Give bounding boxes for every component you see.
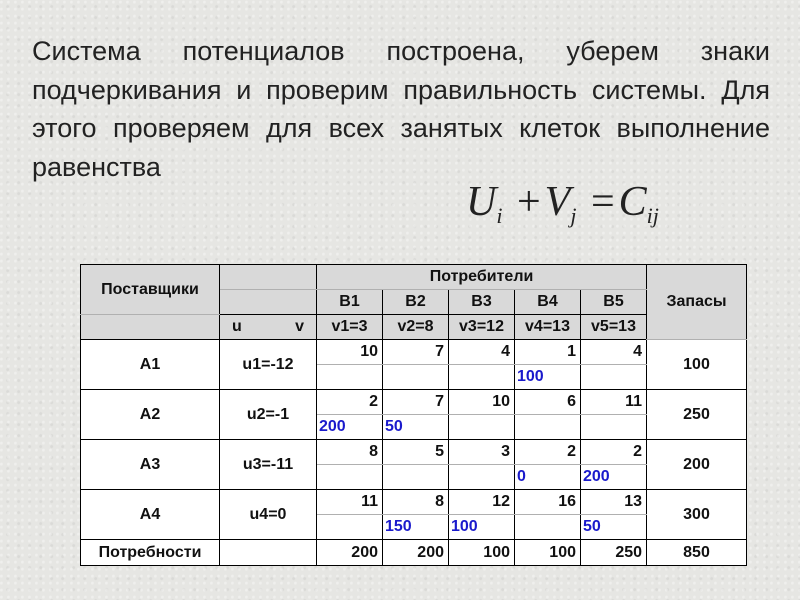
stock-value: 100 bbox=[647, 340, 747, 390]
cost-cell: 11 bbox=[581, 390, 647, 415]
header-blank bbox=[81, 315, 220, 340]
consumer-b1: B1 bbox=[317, 290, 383, 315]
demand-label: Потребности bbox=[81, 540, 220, 566]
formula-u: U bbox=[466, 179, 497, 225]
demand-blank bbox=[220, 540, 317, 566]
consumer-b5: B5 bbox=[581, 290, 647, 315]
supplier-name: A3 bbox=[81, 440, 220, 490]
demand-value: 200 bbox=[317, 540, 383, 566]
allocation-cell: 100 bbox=[449, 515, 515, 540]
uv-label-cell bbox=[220, 315, 317, 340]
table-row bbox=[81, 340, 747, 365]
allocation-cell bbox=[317, 515, 383, 540]
formula-plus: + bbox=[516, 179, 541, 225]
consumers-header: Потребители bbox=[317, 265, 647, 290]
allocation-cell bbox=[581, 415, 647, 440]
cost-cell: 8 bbox=[317, 440, 383, 465]
potential-equation bbox=[466, 178, 659, 229]
formula-c: C bbox=[618, 179, 647, 225]
allocation-cell bbox=[449, 365, 515, 390]
cost-cell: 3 bbox=[449, 440, 515, 465]
formula-equals: = bbox=[590, 179, 615, 225]
allocation-cell bbox=[449, 415, 515, 440]
cost-cell: 4 bbox=[449, 340, 515, 365]
cost-cell: 7 bbox=[383, 390, 449, 415]
allocation-cell: 0 bbox=[515, 465, 581, 490]
potential-u: u4=0 bbox=[220, 490, 317, 540]
consumer-b3: B3 bbox=[449, 290, 515, 315]
potential-v2: v2=8 bbox=[383, 315, 449, 340]
allocation-cell: 100 bbox=[515, 365, 581, 390]
demand-value: 100 bbox=[449, 540, 515, 566]
allocation-cell: 50 bbox=[383, 415, 449, 440]
supplier-name: A1 bbox=[81, 340, 220, 390]
cost-cell: 16 bbox=[515, 490, 581, 515]
supplier-name: A2 bbox=[81, 390, 220, 440]
stock-value: 300 bbox=[647, 490, 747, 540]
cost-cell: 1 bbox=[515, 340, 581, 365]
potential-u: u2=-1 bbox=[220, 390, 317, 440]
demand-value: 200 bbox=[383, 540, 449, 566]
stock-value: 250 bbox=[647, 390, 747, 440]
potential-v4: v4=13 bbox=[515, 315, 581, 340]
cost-cell: 8 bbox=[383, 490, 449, 515]
allocation-cell bbox=[383, 465, 449, 490]
header-blank bbox=[220, 265, 317, 290]
allocation-cell: 200 bbox=[581, 465, 647, 490]
cost-cell: 2 bbox=[515, 440, 581, 465]
allocation-cell bbox=[383, 365, 449, 390]
allocation-cell bbox=[449, 465, 515, 490]
formula-u-sub: i bbox=[496, 203, 503, 228]
demand-value: 250 bbox=[581, 540, 647, 566]
demand-value: 100 bbox=[515, 540, 581, 566]
stock-value: 200 bbox=[647, 440, 747, 490]
formula-v: V bbox=[544, 179, 571, 225]
cost-cell: 2 bbox=[581, 440, 647, 465]
header-blank bbox=[220, 290, 317, 315]
potential-v1: v1=3 bbox=[317, 315, 383, 340]
allocation-cell bbox=[317, 365, 383, 390]
allocation-cell bbox=[515, 515, 581, 540]
allocation-cell: 200 bbox=[317, 415, 383, 440]
formula-c-sub: ij bbox=[646, 203, 659, 228]
allocation-cell bbox=[515, 415, 581, 440]
potential-u: u1=-12 bbox=[220, 340, 317, 390]
suppliers-header: Поставщики bbox=[81, 265, 220, 315]
consumer-b2: B2 bbox=[383, 290, 449, 315]
demand-row bbox=[81, 540, 747, 566]
cost-cell: 10 bbox=[317, 340, 383, 365]
cost-cell: 12 bbox=[449, 490, 515, 515]
formula-v-sub: j bbox=[570, 203, 577, 228]
cost-cell: 2 bbox=[317, 390, 383, 415]
allocation-cell: 150 bbox=[383, 515, 449, 540]
cost-cell: 11 bbox=[317, 490, 383, 515]
cost-cell: 4 bbox=[581, 340, 647, 365]
potential-v3: v3=12 bbox=[449, 315, 515, 340]
v-label: v bbox=[295, 318, 304, 335]
supplier-name: A4 bbox=[81, 490, 220, 540]
allocation-cell bbox=[581, 365, 647, 390]
potential-v5: v5=13 bbox=[581, 315, 647, 340]
instruction-paragraph: Система потенциалов построена, уберем знаки подчеркивания и проверим правильность системы. Для этого проверяем для всех занятых клеток выполнение равенства bbox=[32, 36, 770, 182]
total-value: 850 bbox=[647, 540, 747, 566]
potential-u: u3=-11 bbox=[220, 440, 317, 490]
table-row bbox=[81, 490, 747, 515]
u-label: u bbox=[232, 318, 242, 335]
cost-cell: 5 bbox=[383, 440, 449, 465]
cost-cell: 6 bbox=[515, 390, 581, 415]
allocation-cell bbox=[317, 465, 383, 490]
cost-cell: 7 bbox=[383, 340, 449, 365]
cost-cell: 13 bbox=[581, 490, 647, 515]
cost-cell: 10 bbox=[449, 390, 515, 415]
stocks-header: Запасы bbox=[647, 265, 747, 340]
consumer-b4: B4 bbox=[515, 290, 581, 315]
allocation-cell: 50 bbox=[581, 515, 647, 540]
transport-table bbox=[80, 264, 747, 566]
table-row bbox=[81, 440, 747, 465]
table-row bbox=[81, 390, 747, 415]
